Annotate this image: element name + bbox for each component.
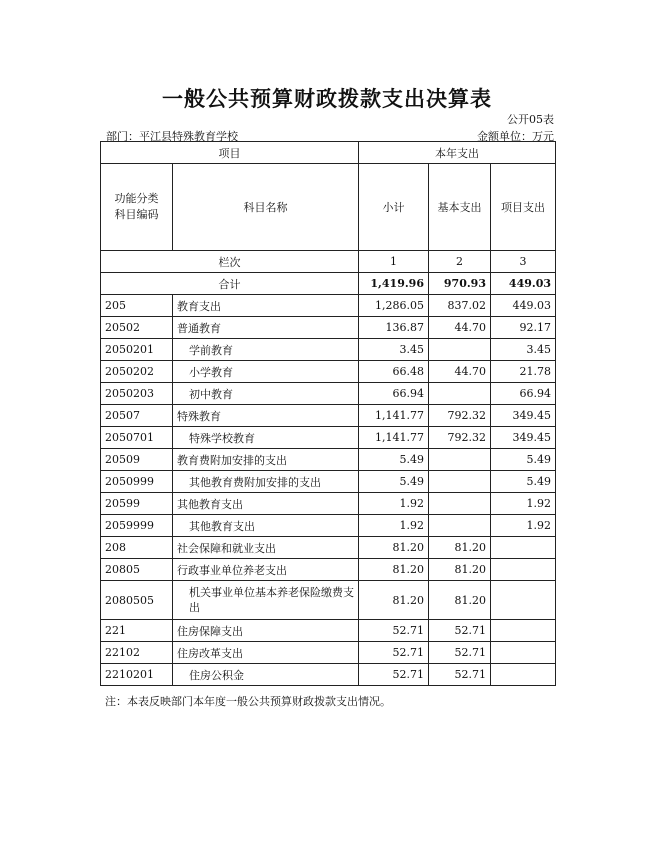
cell-project: 21.78 bbox=[491, 361, 556, 383]
cell-subtotal: 81.20 bbox=[359, 581, 429, 620]
table-row bbox=[101, 620, 556, 642]
cell-code: 205 bbox=[101, 295, 173, 317]
cell-subtotal: 1.92 bbox=[359, 515, 429, 537]
total-label: 合计 bbox=[101, 273, 359, 295]
cell-project: 1.92 bbox=[491, 515, 556, 537]
cell-basic bbox=[429, 383, 491, 405]
cell-basic bbox=[429, 449, 491, 471]
expenditure-table bbox=[100, 141, 556, 686]
cell-name: 其他教育支出 bbox=[173, 515, 359, 537]
cell-subtotal: 66.94 bbox=[359, 383, 429, 405]
table-row bbox=[101, 493, 556, 515]
cell-code: 2050202 bbox=[101, 361, 173, 383]
cell-basic: 792.32 bbox=[429, 427, 491, 449]
table-row bbox=[101, 405, 556, 427]
cell-project bbox=[491, 620, 556, 642]
cell-basic bbox=[429, 493, 491, 515]
table-row bbox=[101, 427, 556, 449]
cell-name: 小学教育 bbox=[173, 361, 359, 383]
cell-code: 208 bbox=[101, 537, 173, 559]
cell-project: 349.45 bbox=[491, 405, 556, 427]
header-func-code: 功能分类科目编码 bbox=[101, 164, 173, 251]
cell-project bbox=[491, 559, 556, 581]
cell-subtotal: 52.71 bbox=[359, 664, 429, 686]
cell-name: 初中教育 bbox=[173, 383, 359, 405]
cell-subtotal: 1,141.77 bbox=[359, 427, 429, 449]
table-code: 公开05表 bbox=[507, 113, 554, 126]
cell-code: 2050701 bbox=[101, 427, 173, 449]
cell-code: 20805 bbox=[101, 559, 173, 581]
cell-name: 行政事业单位养老支出 bbox=[173, 559, 359, 581]
cell-name: 教育支出 bbox=[173, 295, 359, 317]
cell-code: 20599 bbox=[101, 493, 173, 515]
cell-basic bbox=[429, 515, 491, 537]
cell-code: 20509 bbox=[101, 449, 173, 471]
table-row bbox=[101, 559, 556, 581]
cell-project bbox=[491, 581, 556, 620]
cell-code: 2050201 bbox=[101, 339, 173, 361]
table-row bbox=[101, 383, 556, 405]
table-row bbox=[101, 664, 556, 686]
cell-code: 20507 bbox=[101, 405, 173, 427]
cell-subtotal: 66.48 bbox=[359, 361, 429, 383]
cell-name: 其他教育支出 bbox=[173, 493, 359, 515]
column-number-1: 1 bbox=[359, 251, 429, 273]
cell-name: 住房公积金 bbox=[173, 664, 359, 686]
cell-subtotal: 81.20 bbox=[359, 559, 429, 581]
header-project: 项目支出 bbox=[491, 164, 556, 251]
cell-project: 66.94 bbox=[491, 383, 556, 405]
cell-basic bbox=[429, 471, 491, 493]
column-number-2: 2 bbox=[429, 251, 491, 273]
page-title: 一般公共预算财政拨款支出决算表 bbox=[162, 87, 492, 111]
cell-name: 普通教育 bbox=[173, 317, 359, 339]
total-subtotal: 1,419.96 bbox=[359, 273, 429, 295]
cell-project: 1.92 bbox=[491, 493, 556, 515]
header-basic: 基本支出 bbox=[429, 164, 491, 251]
cell-code: 2050203 bbox=[101, 383, 173, 405]
table-row bbox=[101, 581, 556, 620]
header-current-year: 本年支出 bbox=[359, 142, 556, 164]
total-basic: 970.93 bbox=[429, 273, 491, 295]
table-row bbox=[101, 515, 556, 537]
cell-project: 3.45 bbox=[491, 339, 556, 361]
cell-project bbox=[491, 664, 556, 686]
unit-label: 金额单位：万元 bbox=[477, 130, 554, 143]
cell-subtotal: 52.71 bbox=[359, 642, 429, 664]
cell-code: 22102 bbox=[101, 642, 173, 664]
cell-subtotal: 1.92 bbox=[359, 493, 429, 515]
table-row bbox=[101, 339, 556, 361]
table-row bbox=[101, 642, 556, 664]
cell-basic: 52.71 bbox=[429, 642, 491, 664]
table-row bbox=[101, 449, 556, 471]
cell-subtotal: 1,141.77 bbox=[359, 405, 429, 427]
cell-basic bbox=[429, 339, 491, 361]
table-row bbox=[101, 295, 556, 317]
cell-name: 特殊学校教育 bbox=[173, 427, 359, 449]
cell-name: 教育费附加安排的支出 bbox=[173, 449, 359, 471]
cell-project: 5.49 bbox=[491, 471, 556, 493]
cell-code: 2050999 bbox=[101, 471, 173, 493]
header-subtotal: 小计 bbox=[359, 164, 429, 251]
header-subject-name: 科目名称 bbox=[173, 164, 359, 251]
cell-subtotal: 3.45 bbox=[359, 339, 429, 361]
cell-project bbox=[491, 537, 556, 559]
cell-subtotal: 81.20 bbox=[359, 537, 429, 559]
cell-basic: 52.71 bbox=[429, 620, 491, 642]
cell-code: 221 bbox=[101, 620, 173, 642]
department-label: 部门：平江县特殊教育学校 bbox=[106, 130, 238, 143]
total-project: 449.03 bbox=[491, 273, 556, 295]
cell-project: 92.17 bbox=[491, 317, 556, 339]
cell-basic: 44.70 bbox=[429, 317, 491, 339]
cell-name: 社会保障和就业支出 bbox=[173, 537, 359, 559]
cell-basic: 52.71 bbox=[429, 664, 491, 686]
cell-subtotal: 5.49 bbox=[359, 471, 429, 493]
cell-project bbox=[491, 642, 556, 664]
header-item: 项目 bbox=[101, 142, 359, 164]
cell-project: 449.03 bbox=[491, 295, 556, 317]
cell-name: 学前教育 bbox=[173, 339, 359, 361]
cell-subtotal: 5.49 bbox=[359, 449, 429, 471]
cell-name: 住房改革支出 bbox=[173, 642, 359, 664]
cell-subtotal: 136.87 bbox=[359, 317, 429, 339]
table-row bbox=[101, 471, 556, 493]
column-number-3: 3 bbox=[491, 251, 556, 273]
table-row bbox=[101, 317, 556, 339]
cell-name: 其他教育费附加安排的支出 bbox=[173, 471, 359, 493]
cell-subtotal: 52.71 bbox=[359, 620, 429, 642]
cell-basic: 81.20 bbox=[429, 581, 491, 620]
cell-name: 住房保障支出 bbox=[173, 620, 359, 642]
cell-code: 2210201 bbox=[101, 664, 173, 686]
cell-project: 349.45 bbox=[491, 427, 556, 449]
cell-name: 机关事业单位基本养老保险缴费支出 bbox=[173, 581, 359, 620]
cell-code: 2059999 bbox=[101, 515, 173, 537]
cell-basic: 837.02 bbox=[429, 295, 491, 317]
cell-basic: 44.70 bbox=[429, 361, 491, 383]
cell-project: 5.49 bbox=[491, 449, 556, 471]
cell-subtotal: 1,286.05 bbox=[359, 295, 429, 317]
cell-basic: 81.20 bbox=[429, 537, 491, 559]
column-number-label: 栏次 bbox=[101, 251, 359, 273]
cell-basic: 792.32 bbox=[429, 405, 491, 427]
table-row bbox=[101, 537, 556, 559]
cell-code: 2080505 bbox=[101, 581, 173, 620]
table-row bbox=[101, 361, 556, 383]
cell-code: 20502 bbox=[101, 317, 173, 339]
footnote: 注：本表反映部门本年度一般公共预算财政拨款支出情况。 bbox=[105, 695, 391, 708]
cell-name: 特殊教育 bbox=[173, 405, 359, 427]
cell-basic: 81.20 bbox=[429, 559, 491, 581]
